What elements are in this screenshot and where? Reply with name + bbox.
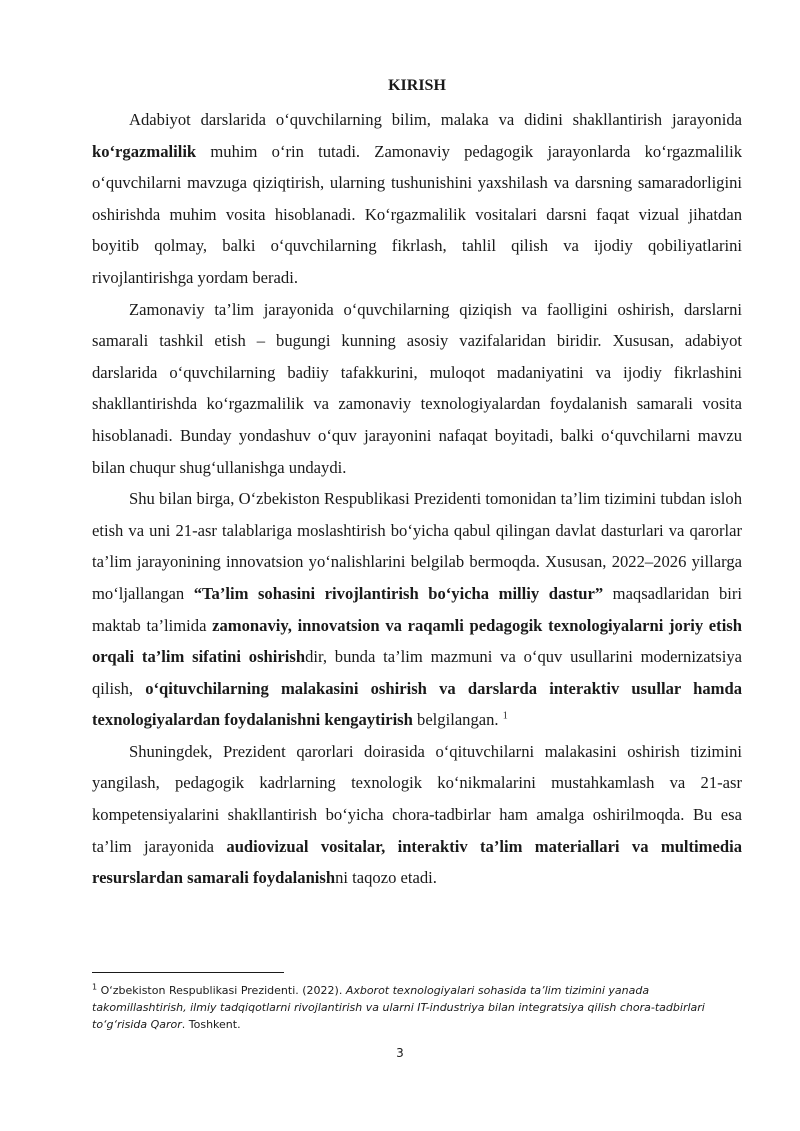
paragraph-text: muhim o‘rin tutadi. Zamonaviy pedagogik jarayonlarda ko‘rgazmalilik o‘quvchilarni mavzuga qiziqtirish, ularning tushunishini yaxshilash va darsning samaradorligini oshirishda muhim vosita hisoblanadi. Ko‘rgazmalilik vositalari darsni faqat vizual jihatdan boyitib qolmay, balki o‘quvchilarning fikrlash, tahlil qilish va ijodiy qobiliyatlarini rivojlantirishga yordam beradi.: [92, 141, 742, 287]
page-number: 3: [396, 1046, 404, 1060]
paragraph-text: belgilangan.: [412, 710, 503, 730]
footnote-reference[interactable]: 1: [502, 710, 508, 722]
paragraph-text: Adabiyot darslarida o‘quvchilarning bilim, malaka va didini shakllantirish jarayonida: [129, 110, 742, 129]
footnote-title: Axborot texnologiyalari sohasida ta’lim tizimini yanada takomillashtirish, ilmiy tadqiqotlarni rivojlantirish va ularni IT-industriya bilan integratsiya qilish chora-tadbirlari to‘g‘risida Qaror: [92, 984, 705, 1031]
paragraph-text: ni taqozo etadi.: [335, 868, 437, 888]
page-body: [92, 74, 742, 894]
bold-program-title: “Ta’lim sohasini rivojlantirish bo‘yicha milliy dastur”: [193, 583, 604, 603]
paragraph-text: Zamonaviy ta’lim jarayonida o‘quvchilarning qiziqish va faolligini oshirish, darslarni samarali tashkil etish – bugungi kunning asosiy vazifalaridan biridir. Xususan, adabiyot darslarida o‘quvchilarning badiiy tafakkurini, muloqot madaniyatini va ijodiy fikrlashini shakllantirishda ko‘rgazmalilik va zamonaviy texnologiyalardan foydalanish samarali vosita hisoblanadi. Bunday yondashuv o‘quv jarayonini nafaqat boyitadi, balki o‘quvchilarni mavzu bilan chuqur shug‘ullanishga undaydi.: [92, 299, 742, 477]
footnote-tail: . Toshkent.: [181, 1018, 241, 1031]
page-heading: KIRISH: [388, 77, 446, 94]
paragraph-text: Shu bilan birga, O‘zbekiston Respublikasi Prezidenti tomonidan ta’lim tizimini tubdan isloh etish va uni 21-asr talablariga moslashtirish bo‘yicha qabul qilingan davlat dasturlari va qarorlar ta’lim jarayonining innovatsion yo‘nalishlarini belgilab bermoqda. Xususan, 2022–2026 yillarga mo‘ljallangan: [92, 489, 742, 603]
bold-phrase: audiovizual vositalar, interaktiv ta’lim materiallari va multimedia resurslardan samarali foydalanish: [92, 836, 742, 888]
paragraph-4: [92, 736, 742, 894]
paragraph-1: [92, 104, 742, 294]
paragraph-text: maqsadlaridan biri maktab ta’limida: [92, 583, 742, 635]
footnote-number: 1: [92, 982, 98, 992]
footnote-separator: [92, 972, 284, 973]
footnote: [92, 982, 742, 1033]
bold-goal-detail: o‘qituvchilarning malakasini oshirish va darslarda interaktiv usullar hamda texnologiyalardan foydalanishni kengaytirish: [92, 678, 742, 730]
paragraph-text: dir, bunda ta’lim mazmuni va o‘quv usullarini modernizatsiya qilish,: [92, 647, 742, 698]
paragraph-2: [92, 294, 742, 484]
paragraph-3: [92, 483, 742, 736]
bold-goal: zamonaviy, innovatsion va raqamli pedagogik texnologiyalarni joriy etish orqali ta’lim sifatini oshirish: [92, 615, 742, 667]
bold-term: ko‘rgazmalilik: [92, 141, 197, 161]
footnote-author: O‘zbekiston Respublikasi Prezidenti. (2022).: [97, 984, 346, 997]
paragraph-text: Shuningdek, Prezident qarorlari doirasida o‘qituvchilarni malakasini oshirish tizimini yangilash, pedagogik kadrlarning texnologik ko‘nikmalarini mustahkamlash va 21-asr kompetensiyalarini shakllantirish bo‘yicha chora-tadbirlar ham amalga oshirilmoqda. Bu esa ta’lim jarayonida: [92, 741, 742, 856]
